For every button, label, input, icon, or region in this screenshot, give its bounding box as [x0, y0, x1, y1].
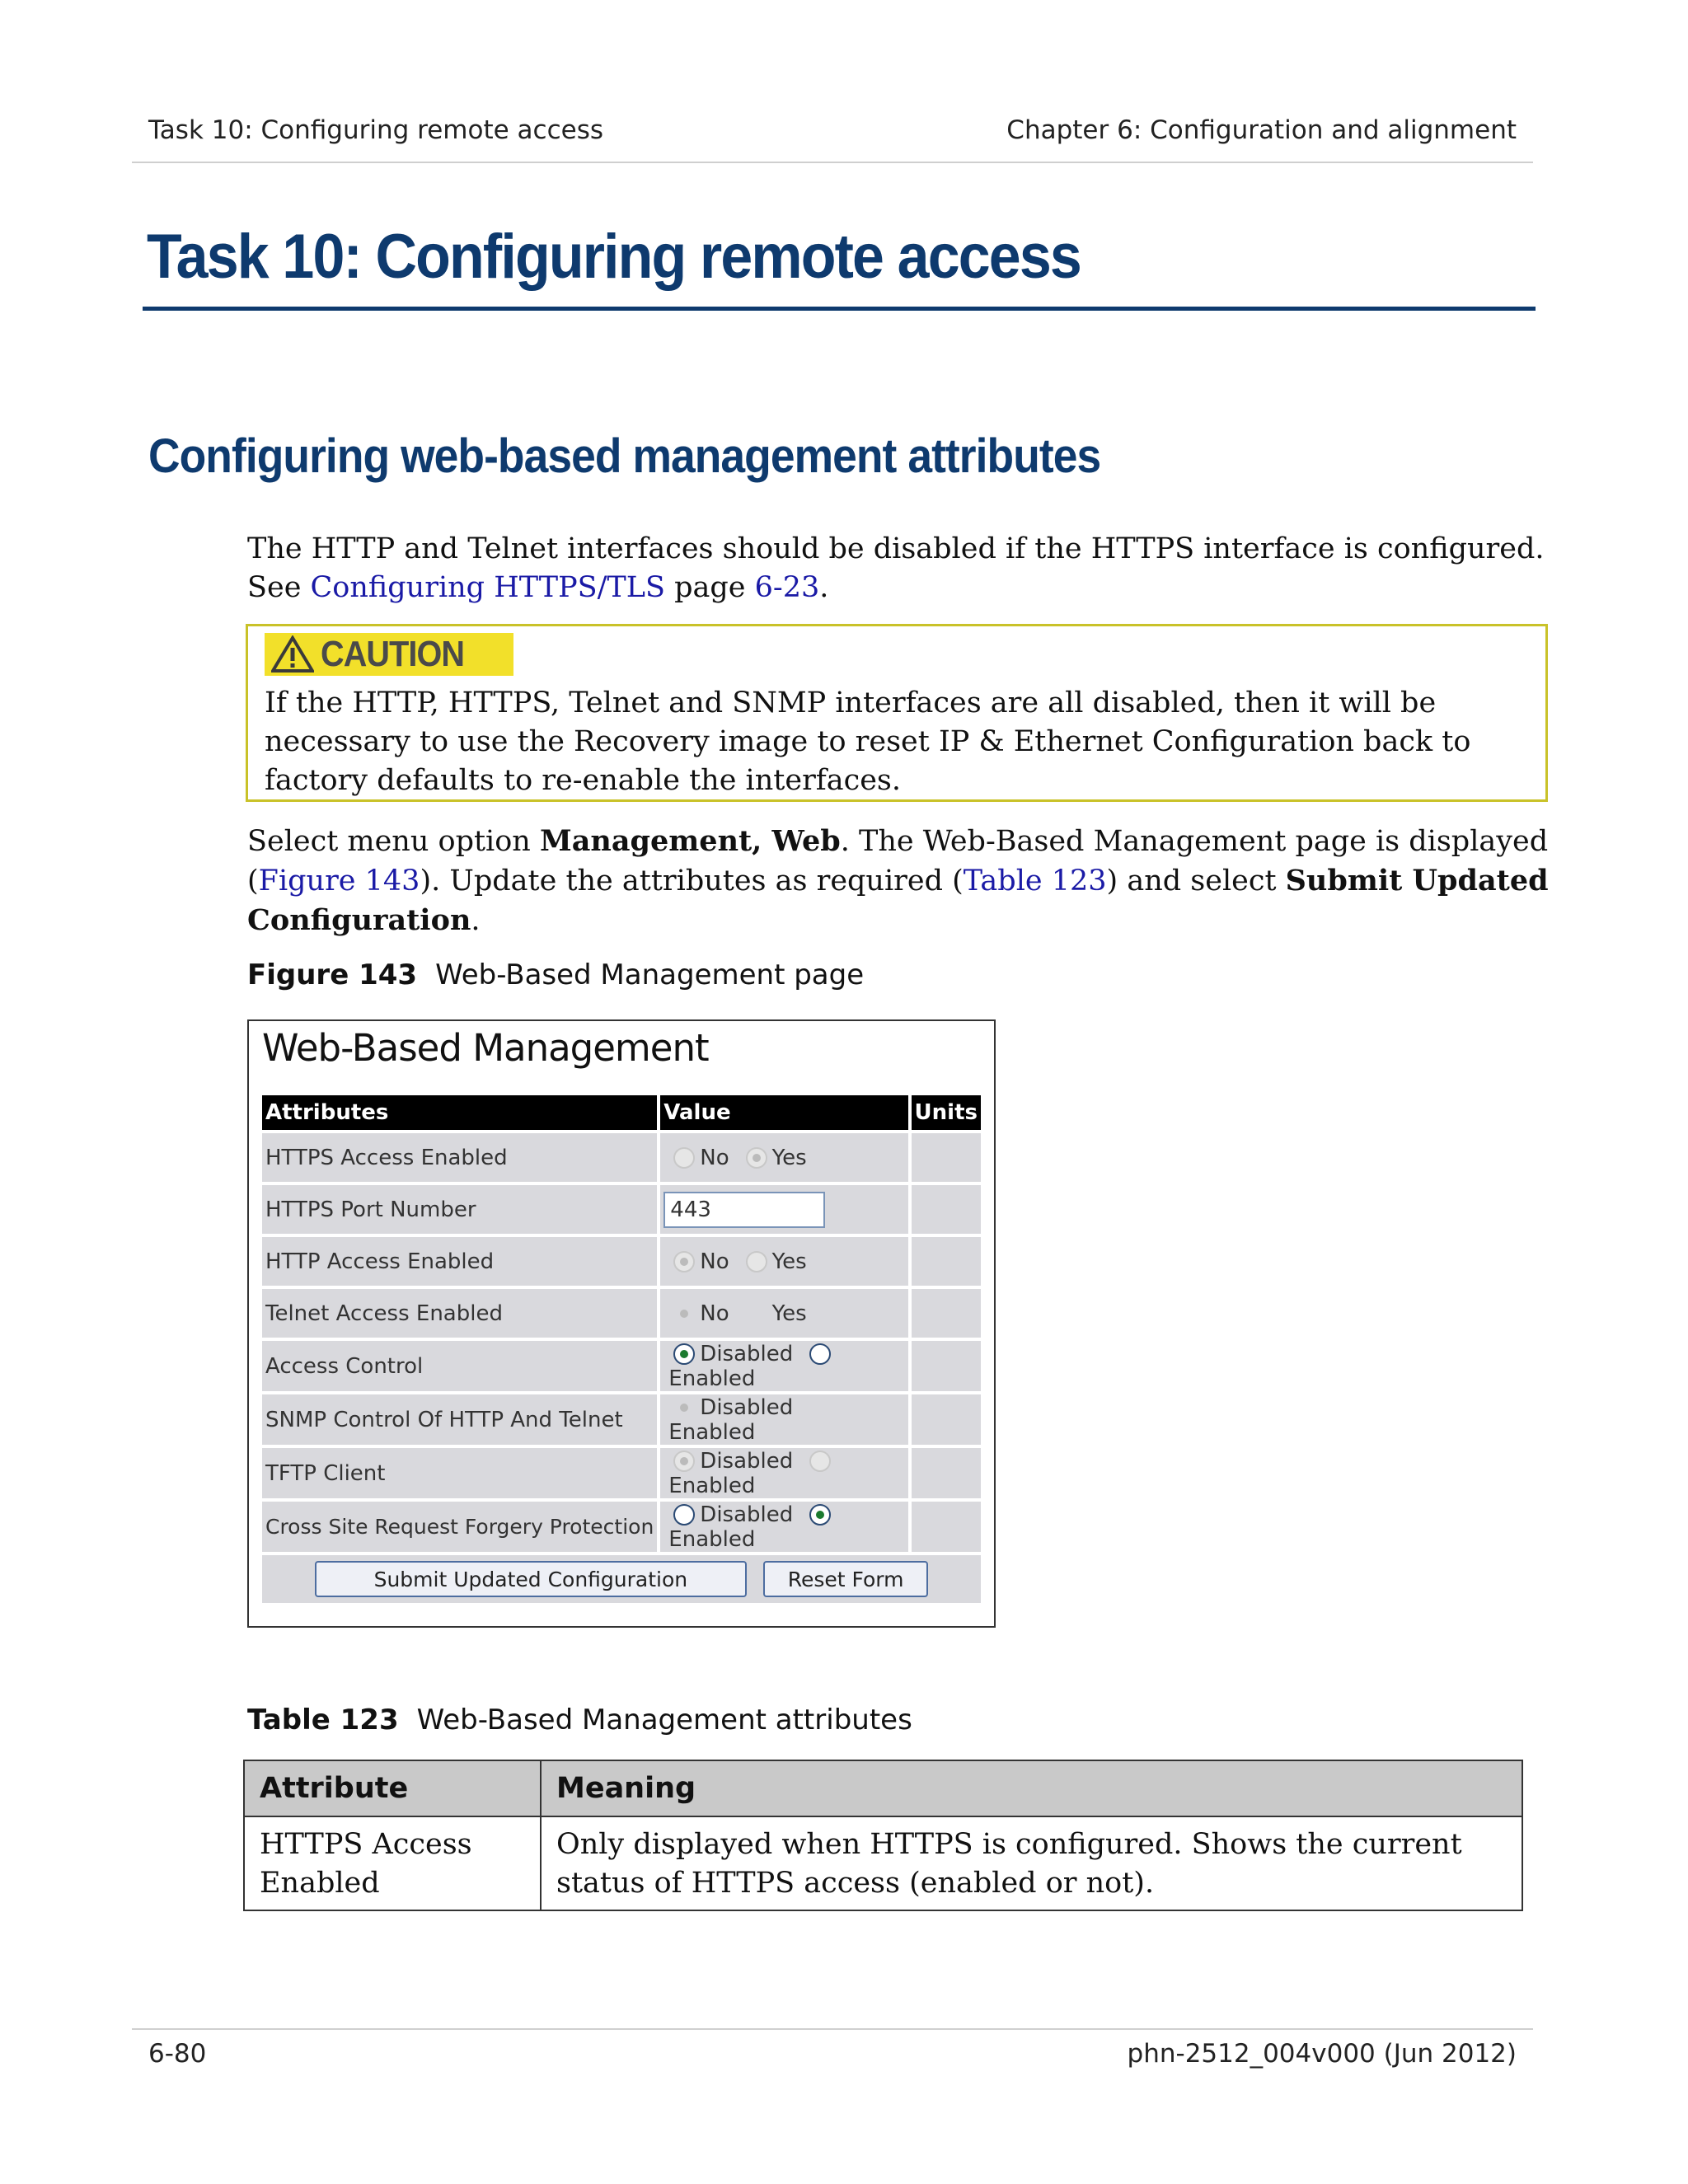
section-heading: Configuring web-based management attributes	[148, 429, 1101, 483]
no-radio[interactable]	[673, 1303, 695, 1324]
https-port-input[interactable]	[663, 1192, 825, 1228]
warning-triangle-icon	[271, 635, 314, 673]
web-management-form	[259, 1092, 984, 1606]
attribute-label: TFTP Client	[262, 1448, 657, 1498]
form-row	[262, 1448, 981, 1498]
figure-link[interactable]: Figure 143	[258, 865, 420, 898]
instruction-text: ) and select	[1106, 865, 1286, 898]
web-management-screenshot	[247, 1019, 996, 1628]
reset-form-button[interactable]: Reset Form	[763, 1561, 928, 1597]
option-label: Disabled	[700, 1502, 794, 1527]
form-row	[262, 1289, 981, 1338]
option-label: Enabled	[668, 1420, 756, 1445]
intro-text: The HTTP and Telnet interfaces should be disabled if the HTTPS interface is configured. See	[247, 532, 1545, 604]
attribute-label: Cross Site Request Forgery Protection	[262, 1502, 657, 1552]
table-link[interactable]: Table 123	[963, 865, 1107, 898]
https-tls-link[interactable]: Configuring HTTPS/TLS	[310, 571, 665, 604]
value-cell	[660, 1394, 907, 1445]
units-cell	[912, 1237, 981, 1286]
instruction-text: . The Web-Based Management page is displayed (	[247, 825, 1549, 898]
screenshot-title: Web-Based Management	[262, 1026, 709, 1070]
value-cell	[660, 1237, 907, 1286]
instruction-text: .	[471, 904, 481, 937]
button-cell	[262, 1555, 981, 1603]
units-cell	[912, 1394, 981, 1445]
value-cell	[660, 1448, 907, 1498]
enabled-radio[interactable]	[809, 1343, 831, 1365]
option-label: No	[700, 1249, 729, 1274]
footer-divider	[132, 2028, 1533, 2030]
value-cell	[660, 1341, 907, 1391]
no-radio[interactable]	[673, 1147, 695, 1169]
attribute-label: Telnet Access Enabled	[262, 1289, 657, 1338]
figure-caption	[247, 958, 864, 991]
enabled-radio[interactable]	[809, 1504, 831, 1526]
disabled-radio[interactable]	[673, 1504, 695, 1526]
form-row	[262, 1133, 981, 1182]
page-number: 6-80	[148, 2039, 207, 2069]
instruction-paragraph	[247, 822, 1550, 940]
intro-text: page	[664, 571, 755, 604]
option-label: Yes	[771, 1145, 807, 1170]
enabled-radio[interactable]	[809, 1397, 831, 1418]
page-link[interactable]: 6-23	[754, 571, 820, 604]
units-cell	[912, 1133, 981, 1182]
attribute-label: HTTP Access Enabled	[262, 1237, 657, 1286]
meaning-column-header: Meaning	[541, 1760, 1522, 1816]
yes-radio[interactable]	[746, 1147, 767, 1169]
option-label: No	[700, 1301, 729, 1326]
value-cell	[660, 1185, 907, 1234]
option-label: Disabled	[700, 1448, 794, 1474]
table-caption	[247, 1704, 912, 1736]
no-radio[interactable]	[673, 1251, 695, 1272]
instruction-text: ). Update the attributes as required (	[420, 865, 964, 898]
form-row	[262, 1341, 981, 1391]
option-label: Enabled	[668, 1527, 756, 1552]
figure-title: Web-Based Management page	[435, 958, 865, 991]
value-cell	[660, 1133, 907, 1182]
units-header: Units	[912, 1095, 981, 1130]
running-header	[148, 115, 1517, 145]
table-label: Table 123	[247, 1704, 399, 1736]
disabled-radio[interactable]	[673, 1397, 695, 1418]
units-cell	[912, 1341, 981, 1391]
option-label: No	[700, 1145, 729, 1170]
intro-text: .	[819, 571, 829, 604]
header-divider	[132, 162, 1533, 163]
option-label: Enabled	[668, 1366, 756, 1391]
figure-label: Figure 143	[247, 958, 418, 991]
running-header-right: Chapter 6: Configuration and alignment	[1006, 115, 1517, 145]
attribute-cell: HTTPS Access Enabled	[244, 1816, 541, 1910]
value-cell	[660, 1289, 907, 1338]
value-cell	[660, 1502, 907, 1552]
form-row	[262, 1237, 981, 1286]
submit-updated-configuration-button[interactable]: Submit Updated Configuration	[315, 1561, 747, 1597]
caution-text: If the HTTP, HTTPS, Telnet and SNMP interfaces are all disabled, then it will be necessary to use the Recovery image to reset IP & Ethernet Configuration back to factory defaults to re-enable the interfaces.	[265, 687, 1471, 797]
option-label: Yes	[771, 1301, 807, 1326]
attribute-label: HTTPS Port Number	[262, 1185, 657, 1234]
enabled-radio[interactable]	[809, 1451, 831, 1472]
table-title: Web-Based Management attributes	[416, 1704, 912, 1736]
yes-radio[interactable]	[746, 1303, 767, 1324]
units-cell	[912, 1289, 981, 1338]
button-name: Submit Updated Configuration	[247, 864, 1549, 937]
button-row	[262, 1555, 981, 1603]
title-underline	[143, 307, 1536, 311]
units-cell	[912, 1448, 981, 1498]
caution-label: CAUTION	[321, 634, 465, 674]
attributes-header: Attributes	[262, 1095, 657, 1130]
meaning-cell: Only displayed when HTTPS is configured. Shows the current status of HTTPS access (enabled or not).	[541, 1816, 1522, 1910]
option-label: Disabled	[700, 1341, 794, 1366]
option-label: Yes	[771, 1249, 807, 1274]
running-header-left: Task 10: Configuring remote access	[148, 115, 603, 145]
caution-box	[246, 624, 1548, 802]
disabled-radio[interactable]	[673, 1343, 695, 1365]
attribute-column-header: Attribute	[244, 1760, 541, 1816]
form-row	[262, 1394, 981, 1445]
page-title: Task 10: Configuring remote access	[147, 222, 1081, 292]
intro-paragraph	[247, 530, 1550, 607]
attributes-table	[243, 1760, 1523, 1911]
caution-badge	[265, 633, 513, 676]
page-footer	[148, 2039, 1517, 2069]
attribute-label: HTTPS Access Enabled	[262, 1133, 657, 1182]
form-row	[262, 1502, 981, 1552]
instruction-text: Select menu option	[247, 825, 540, 858]
option-label: Disabled	[700, 1394, 794, 1420]
value-header: Value	[660, 1095, 907, 1130]
attribute-label: SNMP Control Of HTTP And Telnet	[262, 1394, 657, 1445]
option-label: Enabled	[668, 1474, 756, 1498]
units-cell	[912, 1185, 981, 1234]
table-row	[244, 1816, 1522, 1910]
menu-option: Management, Web	[539, 824, 841, 858]
document-id: phn-2512_004v000 (Jun 2012)	[1127, 2039, 1517, 2069]
form-row	[262, 1185, 981, 1234]
attribute-label: Access Control	[262, 1341, 657, 1391]
disabled-radio[interactable]	[673, 1451, 695, 1472]
yes-radio[interactable]	[746, 1251, 767, 1272]
units-cell	[912, 1502, 981, 1552]
